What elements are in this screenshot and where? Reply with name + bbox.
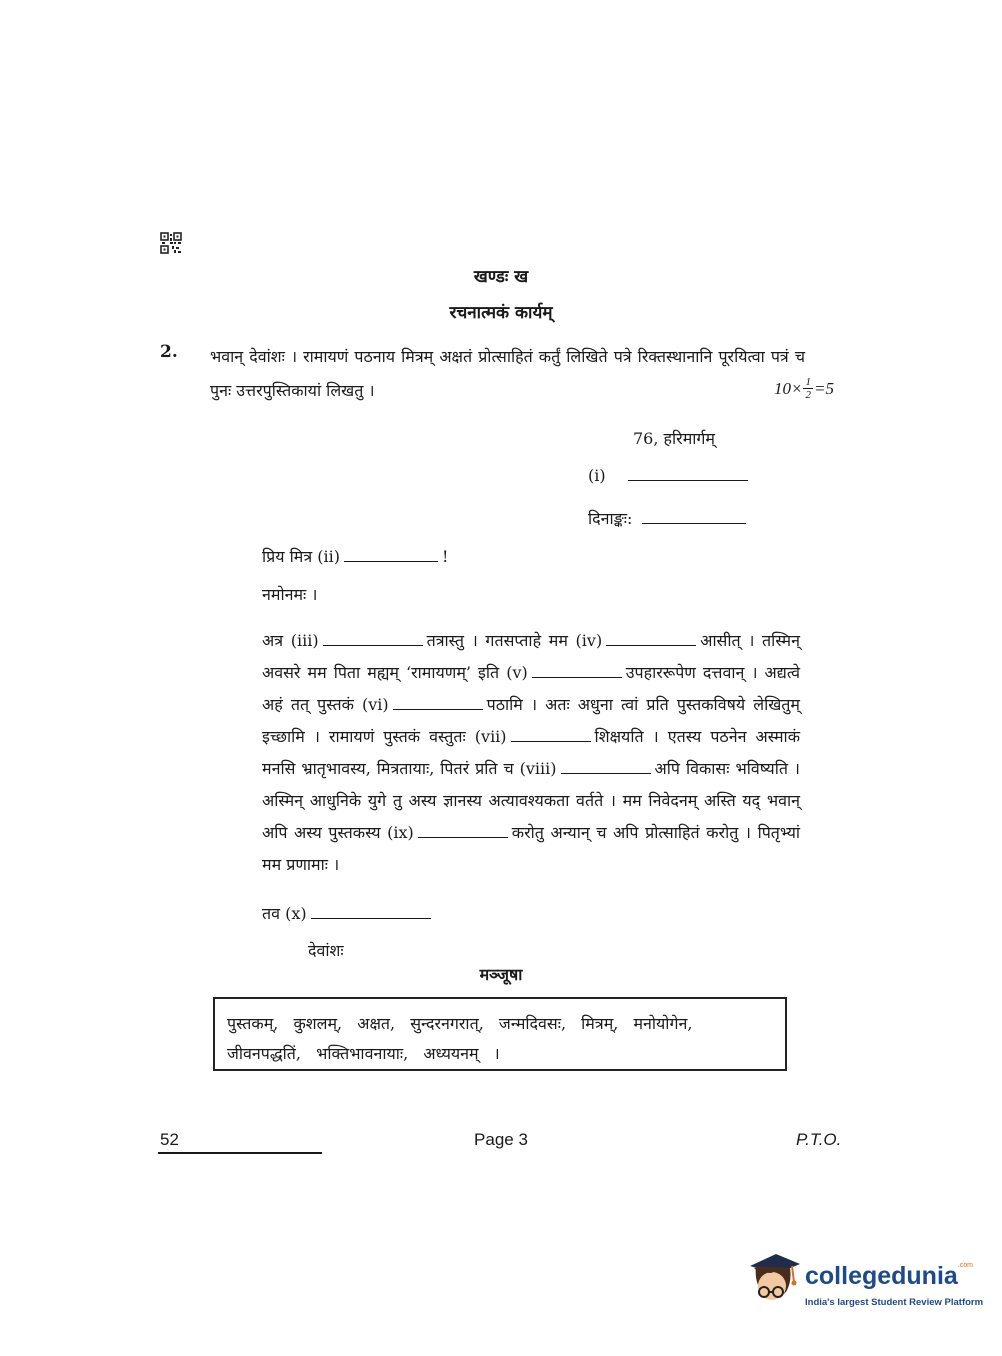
blank-ix [418, 835, 508, 838]
section-title: खण्डः ख [473, 267, 529, 287]
brand-name [805, 1262, 973, 1291]
body-segment: अपि विकासः भविष्यति । अस्मिन् आधुनिके युगे तु अस्य ज्ञानस्य अत्यावश्यकता वर्तते । मम निवेदनम् अस्ति यद् भवान् अपि अस्य पुस्तकस्य (ix) [262, 759, 800, 842]
word-box-title: मञ्जूषा [479, 965, 523, 984]
closing: तव (x) [262, 904, 307, 923]
greeting: प्रिय मित्र (ii) [262, 547, 340, 566]
word-box-words: पुस्तकम्, कुशलम्, अक्षत, सुन्दरनगरात्, जन्मदिवसः, मित्रम्, मनोयोगेन, जीवनपद्धतिं, भक्तिभावनायाः, अध्ययनम् । [227, 1014, 693, 1063]
fraction-numerator: 1 [805, 376, 811, 388]
footer-code: 52 [160, 1130, 179, 1149]
blank-vii [511, 739, 591, 742]
footer-divider [158, 1152, 322, 1154]
qr-code-icon [160, 232, 182, 254]
address-line-i [588, 466, 752, 485]
blank-x [311, 916, 431, 919]
question-number: 2. [160, 342, 178, 362]
date-line: दिनाङ्कः: [588, 507, 750, 529]
greeting-end: ! [441, 547, 449, 566]
collegedunia-mascot-icon [742, 1252, 802, 1310]
letter-address: 76, हरिमार्गम् [633, 429, 716, 448]
blank-ii [344, 559, 438, 562]
body-segment: उपहाररूपेण दत्तवान् । अद्यत्वे अहं तत् पुस्तकं (vi) [262, 663, 800, 714]
word-box [213, 997, 787, 1071]
blank-v [532, 675, 622, 678]
date-blank [642, 521, 746, 524]
marks-fraction [803, 376, 813, 401]
page-number: Page 3 [474, 1130, 528, 1149]
letter-body [262, 625, 800, 881]
marks-prefix: 10× [774, 378, 803, 398]
body-segment: शिक्षयति । एतस्य पठनेन अस्माकं मनसि भ्रातृभावस्य, मित्रतायाः, पितरं प्रति च (viii) [262, 727, 800, 778]
blank-iv [606, 643, 696, 646]
section-subtitle: रचनात्मकं कार्यम् [449, 303, 553, 323]
brand-text: collegedunia [805, 1262, 958, 1290]
body-segment: अत्र (iii) [262, 631, 319, 650]
marks-suffix: =5 [813, 378, 834, 398]
salutation: नमोनमः । [262, 585, 318, 604]
signature: देवांशः [308, 941, 344, 960]
question-text: भवान् देवांशः । रामायणं पठनाय मित्रम् अक्षतं प्रोत्साहितं कर्तुं लिखिते पत्रे रिक्तस्थानानि पूरयित्वा पत्रं च पुनः उत्तरपुस्तिकायां लिखतु । [210, 347, 805, 400]
pto: P.T.O. [796, 1130, 842, 1149]
body-segment: तत्रास्तु । गतसप्ताहे मम (iv) [426, 631, 603, 650]
brand-dotcom: .com [957, 1262, 973, 1269]
closing-line [262, 902, 435, 924]
body-segment: करोतु अन्यान् च अपि प्रोत्साहितं करोतु । पितृभ्यां मम प्रणामाः । [262, 823, 800, 874]
body-segment: आसीत् । तस्मिन् अवसरे मम पिता मह्यम् ‘रामायणम्’ इति (v) [262, 631, 800, 682]
blank-vi [393, 707, 483, 710]
body-segment: पठामि । अतः अधुना त्वां प्रति पुस्तकविषये लेखितुम् इच्छामि । रामायणं पुस्तकं वस्तुतः (vii) [262, 695, 800, 746]
fraction-denominator: 2 [805, 389, 811, 401]
blank-i [628, 478, 748, 481]
blank-iii [323, 643, 423, 646]
greeting-line [262, 545, 448, 567]
marks [774, 376, 834, 401]
blank-viii [561, 771, 651, 774]
brand-tagline: India's largest Student Review Platform [805, 1297, 984, 1308]
blank-label-i: (i) [588, 466, 606, 485]
date-label: दिनाङ्कः [588, 509, 628, 528]
